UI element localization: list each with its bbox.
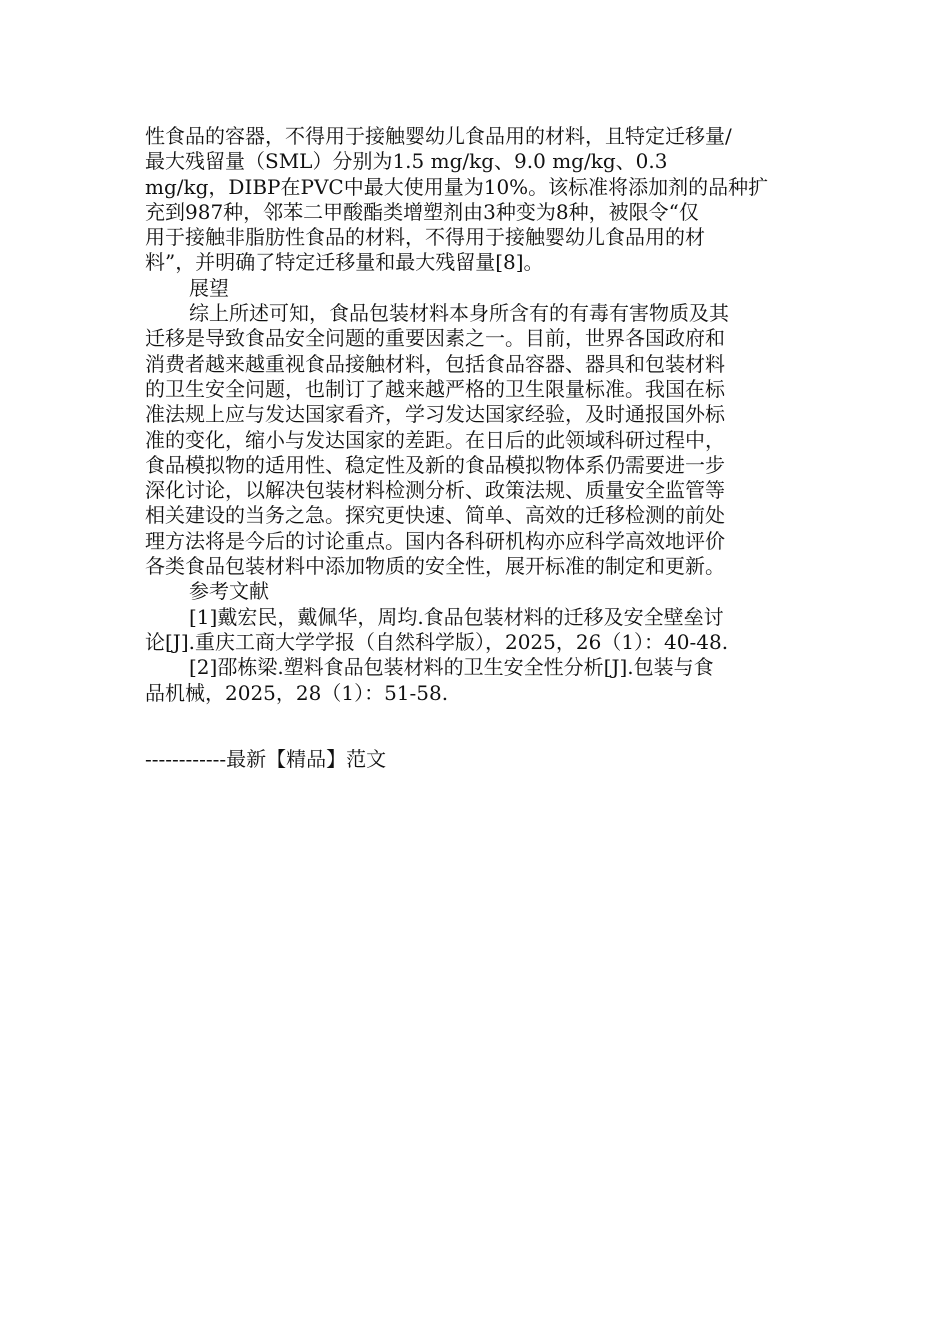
heading-references: 参考文献 [189, 579, 269, 604]
text-line: 充到987种，邻苯二甲酸酯类增塑剂由3种变为8种，被限令“仅 [145, 199, 699, 224]
footer-text: ------------最新【精品】范文 [145, 747, 387, 771]
reference-item [145, 655, 810, 706]
reference-line: 论[J].重庆工商大学学报（自然科学版），2025，26（1）：40-48. [145, 629, 729, 654]
text-line: 食品模拟物的适用性、稳定性及新的食品模拟物体系仍需要进一步 [145, 452, 725, 477]
text-line: 理方法将是今后的讨论重点。国内各科研机构亦应科学高效地评价 [145, 528, 725, 553]
text-line: 准的变化，缩小与发达国家的差距。在日后的此领域科研过程中， [145, 427, 725, 452]
text-line: 的卫生安全问题，也制订了越来越严格的卫生限量标准。我国在标 [145, 376, 725, 401]
text-line: 深化讨论，以解决包装材料检测分析、政策法规、质量安全监管等 [145, 478, 725, 503]
reference-line: [2]邵栋梁.塑料食品包装材料的卫生安全性分析[J].包装与食 [189, 655, 714, 680]
text-line: 各类食品包装材料中添加物质的安全性，展开标准的制定和更新。 [145, 554, 725, 579]
text-line: 综上所述可知，食品包装材料本身所含有的有毒有害物质及其 [189, 301, 729, 326]
reference-line: 品机械，2025，28（1）：51-58. [145, 680, 449, 705]
text-line: 用于接触非脂肪性食品的材料，不得用于接触婴幼儿食品用的材 [145, 225, 705, 250]
text-line: mg/kg，DIBP在PVC中最大使用量为10%。该标准将添加剂的品种扩 [145, 174, 769, 199]
reference-list [145, 605, 810, 706]
heading-outlook: 展望 [189, 275, 229, 300]
text-line: 料”，并明确了特定迁移量和最大残留量[8]。 [145, 250, 544, 275]
paragraph-outlook [145, 301, 810, 579]
text-line: 消费者越来越重视食品接触材料，包括食品容器、器具和包装材料 [145, 351, 725, 376]
text-line: 最大残留量（SML）分别为1.5 mg/kg、9.0 mg/kg、0.3 [145, 149, 668, 174]
text-line: 相关建设的当务之急。探究更快速、简单、高效的迁移检测的前处 [145, 503, 725, 528]
paragraph-intro [145, 124, 810, 276]
text-line: 准法规上应与发达国家看齐，学习发达国家经验，及时通报国外标 [145, 402, 725, 427]
document-body [145, 124, 810, 706]
reference-item [145, 605, 810, 656]
text-line: 性食品的容器，不得用于接触婴幼儿食品用的材料，且特定迁移量/ [145, 124, 732, 148]
reference-line: [1]戴宏民，戴佩华，周均.食品包装材料的迁移及安全壁垒讨 [189, 604, 724, 629]
text-line: 迁移是导致食品安全问题的重要因素之一。目前，世界各国政府和 [145, 326, 725, 351]
